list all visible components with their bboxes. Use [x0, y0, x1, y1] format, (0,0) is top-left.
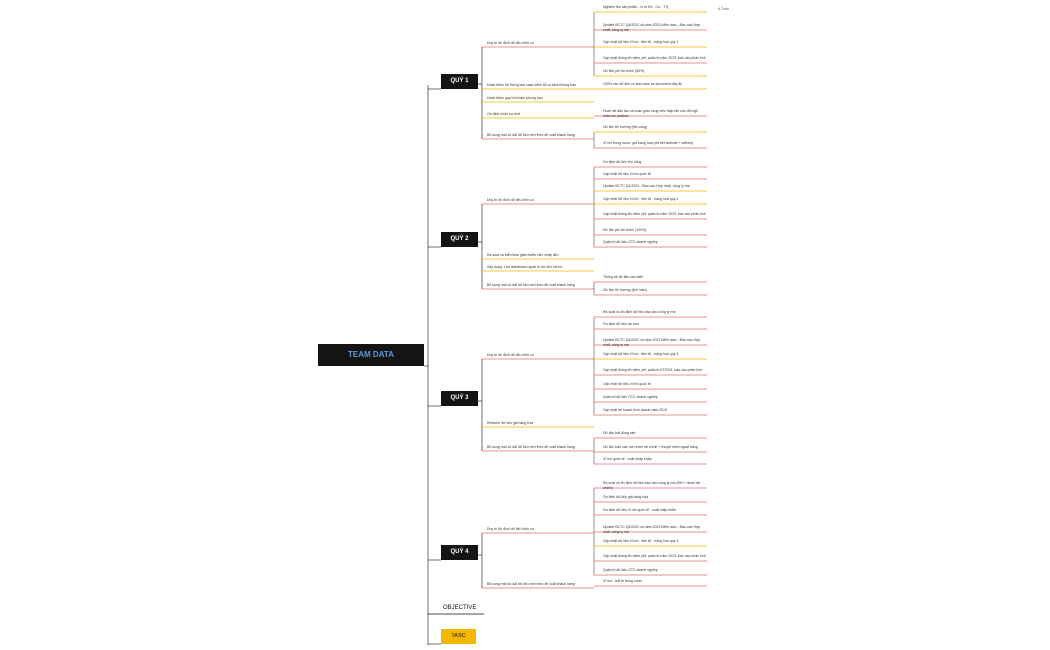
objective-item[interactable]: Rà soát và triển khai giảm thiểu việc nhập liệu — [487, 253, 559, 257]
task-item[interactable]: Dữ liệu phi tài chính (100%) — [603, 228, 647, 232]
root-node[interactable]: TEAM DATA — [318, 344, 424, 366]
objective-item[interactable]: Hoàn thiện quy trình làm phòng ban — [487, 96, 543, 100]
task-item[interactable]: Cập nhật dữ liệu vĩ mô quốc tế — [603, 172, 651, 176]
legend-objective: OBJECTIVE — [443, 605, 477, 611]
task-item[interactable]: Quản trị dữ liệu OTC doanh nghiệp — [603, 568, 658, 572]
task-item[interactable]: Cập nhật thông tin niêm yết, quản trị 6T2024, báo cáo phân tích — [603, 368, 703, 372]
task-item[interactable]: Vĩ mô quốc tế - xuất nhập khẩu — [603, 457, 652, 461]
quarter-1[interactable]: QUÝ 1 — [441, 74, 478, 89]
task-item[interactable]: 100% các dữ liệu có test case và document đầy đủ — [603, 82, 683, 86]
task-item[interactable]: Quản trị dữ liệu OTC doanh nghiệp — [603, 395, 658, 399]
task-item[interactable]: Cập nhật dữ liệu vĩ mô quốc tế — [603, 382, 651, 386]
objective-item[interactable]: Duy trì ổn định dữ liệu hiện có — [487, 41, 534, 45]
task-item[interactable]: Ổn định dữ liệu giá hàng hóa — [603, 495, 649, 499]
task-item[interactable]: Ổn định dữ liệu dự báo — [603, 322, 640, 326]
quarter-3[interactable]: QUÝ 3 — [441, 391, 478, 406]
objective-item[interactable]: Xây dựng 1 bộ dashboard quản trị dữ liệu nội bộ — [487, 265, 563, 269]
task-item[interactable]: Dữ liệu phi tài chính (50%) — [603, 69, 645, 73]
author-note: A Tuấn — [718, 7, 729, 11]
task-item[interactable]: Thống kê dữ liệu các biến — [603, 275, 644, 279]
task-item[interactable]: Ổn định dữ liệu thô công — [603, 160, 642, 164]
quarter-2[interactable]: QUÝ 2 — [441, 232, 478, 247]
objective-item[interactable]: Bổ sung một số dải dữ liệu mới theo đề xuất khách hàng — [487, 283, 575, 287]
legend-tasc: TASC — [441, 629, 476, 644]
task-item[interactable]: Vĩ mô - bất trị trong nước — [603, 579, 643, 583]
task-item[interactable]: Update BCTC Q4/2022 và năm 2022 kiểm toán - Báo cáo Hợp nhất, công ty mẹ — [603, 23, 701, 32]
objective-item[interactable]: Hoàn thiện hệ thống test case kiểm lỗi và kênh thông báo — [487, 83, 577, 87]
task-item[interactable]: Rà soát và ổn định dữ liệu báo cáo công ty mẹ — [603, 310, 676, 314]
task-item[interactable]: Cập nhật dữ liệu vĩ mô - tiền tệ - hàng hóa quý 4 — [603, 539, 679, 543]
quarter-4[interactable]: QUÝ 4 — [441, 545, 478, 560]
task-item[interactable]: Cập nhật thông tin niêm yết, quản trị năm 2023, báo cáo phân tích — [603, 212, 706, 216]
task-item[interactable]: Dữ liệu bất động sản — [603, 431, 636, 435]
task-item[interactable]: Cập nhật dữ liệu vĩ mô - tiền tệ - hàng hóa quý 2 — [603, 197, 679, 201]
task-item[interactable]: Cập nhật dữ liệu vĩ mô - tiền tệ - hàng hóa quý 3 — [603, 352, 679, 356]
task-item[interactable]: Update BCTC Q4/2022 và năm 2022 kiểm toán - Báo cáo Hợp nhất, công ty mẹ — [603, 525, 701, 534]
task-item[interactable]: Cập nhật kế hoạch kinh doanh năm 2024 — [603, 408, 668, 412]
task-item[interactable]: Ổn định dữ liệu vĩ mô quốc tế - xuất nhập khẩu — [603, 508, 676, 512]
task-item[interactable]: Nghiệm thu sản phẩm - vị trí Hộ - Cư - TQ — [603, 5, 669, 9]
task-item[interactable]: Update BCTC Q4/2022 và năm 2022 kiểm toán - Báo cáo Hợp nhất, công ty mẹ — [603, 338, 701, 347]
task-item[interactable]: Dữ liệu thị trường (lịch luân) — [603, 288, 647, 292]
objective-item[interactable]: Bổ sung một số dải dữ liệu mới theo đề xuất khách hàng — [487, 582, 575, 586]
objective-item[interactable]: Refactor dữ liệu giá hàng hóa — [487, 421, 534, 425]
task-item[interactable]: Vĩ mô trong nước, giá hàng hóa (chi tiết website + wifeed) — [603, 141, 693, 145]
task-item[interactable]: Quản trị dữ liệu OTC doanh nghiệp — [603, 240, 658, 244]
objective-item[interactable]: Duy trì ổn định dữ liệu hiện có — [487, 527, 534, 531]
task-item[interactable]: Rà soát và ổn định dữ liệu báo cáo công ty mẹ (ĐN + nhóm tài chính) — [603, 481, 700, 490]
task-item[interactable]: Dữ liệu thị trường (thô công) — [603, 125, 648, 129]
task-item[interactable]: Dữ liệu báo cáo mẹ nhóm tài chính + thuyết minh ngoại bảng — [603, 445, 698, 449]
task-item[interactable]: Cập nhật thông tin niêm yết, quản trị năm 2023, báo cáo phân tích — [603, 56, 706, 60]
objective-item[interactable]: Duy trì ổn định dữ liệu hiện có — [487, 353, 534, 357]
task-item[interactable]: Cập nhật thông tin niêm yết, quản trị năm 2023, báo cáo phân tích — [603, 554, 706, 558]
task-item[interactable]: Hoàn tất đào tạo và hoàn giao công việc thấp lẫn cho đội ngũ nhân sự partime — [603, 109, 699, 118]
objective-item[interactable]: Bổ sung một số dải dữ liệu mới theo đề xuất khách hàng — [487, 445, 575, 449]
objective-item[interactable]: Bổ sung một số dải dữ liệu mới theo đề xuất khách hàng — [487, 133, 575, 137]
objective-item[interactable]: Duy trì ổn định dữ liệu hiện có — [487, 198, 534, 202]
task-item[interactable]: Update BCTC Q1/2023 - Báo cáo Hợp nhất, công ty mẹ — [603, 184, 690, 188]
task-item[interactable]: Cập nhật dữ liệu vĩ mô - tiền tệ - hàng hóa quý 1 — [603, 40, 679, 44]
objective-item[interactable]: Ổn định nhân sự mới — [487, 112, 521, 116]
